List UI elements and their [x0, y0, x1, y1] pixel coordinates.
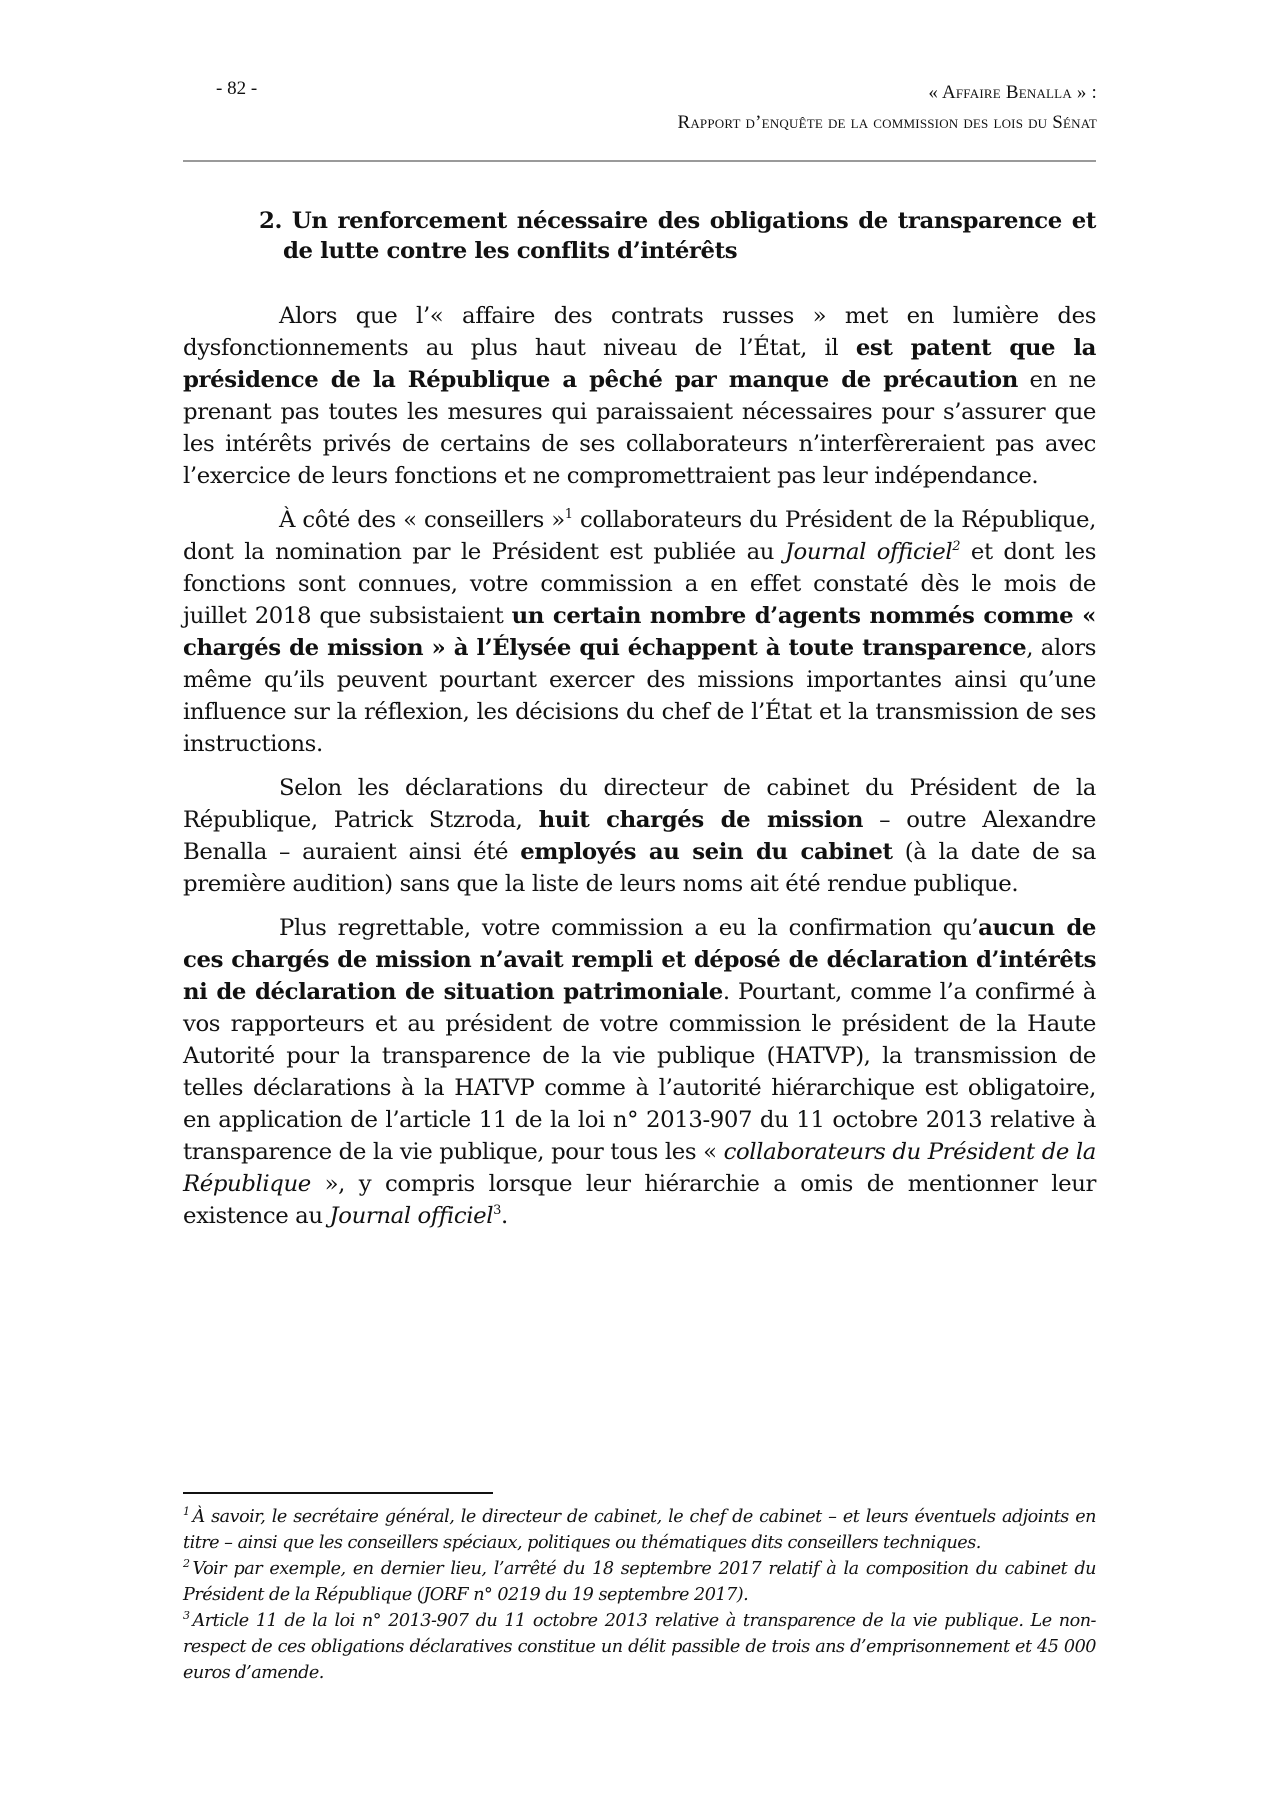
footnote-mark: 2 — [183, 1557, 190, 1570]
footnote-text: Article 11 de la loi n° 2013-907 du 11 octobre 2013 relative à transparence de la vie publique. Le non-respect de ces obligations déclaratives constitue un délit passible de trois ans d’emprisonnement et 45 000 euros d’amende. — [183, 1611, 1096, 1683]
paragraph-emphasis: un certain nombre d’agents nommés comme « chargés de mission » à l’Élysée qui échappent à toute transparence — [183, 603, 1096, 661]
paragraph-text: Alors que l’« affaire des contrats russes » met en lumière des dysfonctionnements au plus haut niveau de l’État, il — [183, 303, 1096, 361]
footnote-1 — [183, 1504, 1096, 1556]
footnote-3 — [183, 1608, 1096, 1686]
paragraph-text: en ne prenant pas toutes les mesures qui paraissaient nécessaires pour s’assurer que les intérêts privés de certains de ses collaborateurs n’interfèreraient pas avec l’exercice de leurs fonctions et ne compromettraient pas leur indépendance. — [183, 367, 1096, 489]
footnote-ref-1[interactable]: 1 — [564, 507, 573, 522]
paragraph-italic: Journal officiel — [784, 539, 953, 565]
paragraph-1 — [183, 300, 1096, 492]
running-header-subtitle: Rapport d’enquête de la commission des lois du Sénat — [677, 112, 1097, 133]
paragraph-emphasis: est patent que la présidence de la République a pêché par manque de précaution — [183, 335, 1096, 393]
footnote-mark: 1 — [183, 1505, 190, 1518]
paragraph-emphasis: aucun de ces chargés de mission n’avait rempli et déposé de déclaration d’intérêts ni de déclaration de situation patrimoniale — [183, 915, 1096, 1005]
paragraph-text: À côté des « conseillers » — [279, 507, 565, 533]
running-header-title: « Affaire Benalla » : — [928, 82, 1097, 103]
paragraph-text: », y compris lorsque leur hiérarchie a omis de mentionner leur existence au — [183, 1171, 1096, 1229]
footnote-ref-2[interactable]: 2 — [952, 539, 961, 554]
running-header — [677, 78, 1097, 138]
paragraph-text: Selon les déclarations du directeur de cabinet du Président de la République, Patrick Stzroda, — [183, 775, 1096, 833]
section-heading — [183, 206, 1096, 266]
footnote-2 — [183, 1556, 1096, 1608]
paragraph-italic: Journal officiel — [329, 1203, 494, 1229]
paragraph-text: Plus regrettable, votre commission a eu la confirmation qu’ — [279, 915, 979, 941]
paragraph-text: collaborateurs du Président de la République, dont la nomination par le Président est publiée au — [183, 507, 1096, 565]
footnote-mark: 3 — [183, 1609, 190, 1622]
page-number: - 82 - — [216, 78, 258, 99]
paragraph-emphasis: employés au sein du cabinet — [520, 839, 893, 865]
paragraph-text: – outre Alexandre Benalla – auraient ainsi été — [183, 807, 1096, 865]
footnote-divider — [183, 1492, 493, 1494]
paragraph-text: . Pourtant, comme l’a confirmé à vos rapporteurs et au président de votre commission le président de la Haute Autorité pour la transparence de la vie publique (HATVP), la transmission de telles déclarations à la HATVP comme à l’autorité hiérarchique est obligatoire, en application de l’article 11 de la loi n° 2013-907 du 11 octobre 2013 relative à transparence de la vie publique, pour tous les « — [183, 979, 1096, 1165]
paragraph-text: . — [500, 1203, 508, 1229]
footnote-text: À savoir, le secrétaire général, le directeur de cabinet, le chef de cabinet – et leurs éventuels adjoints en titre – ainsi que les conseillers spéciaux, politiques ou thématiques dits conseillers techniques. — [183, 1507, 1096, 1553]
footnote-text: Voir par exemple, en dernier lieu, l’arrêté du 18 septembre 2017 relatif à la composition du cabinet du Président de la République (JORF n° 0219 du 19 septembre 2017). — [183, 1559, 1096, 1605]
paragraph-2 — [183, 504, 1096, 760]
paragraph-4 — [183, 912, 1096, 1232]
paragraph-text: et dont les fonctions sont connues, votre commission a en effet constaté dès le mois de juillet 2018 que subsistaient — [183, 539, 1096, 629]
header-divider — [183, 160, 1096, 162]
paragraph-3 — [183, 772, 1096, 900]
paragraph-emphasis: huit chargés de mission — [538, 807, 864, 833]
paragraph-text: , alors même qu’ils peuvent pourtant exercer des missions importantes ainsi qu’une influence sur la réflexion, les décisions du chef de l’État et la transmission de ses instructions. — [183, 635, 1096, 757]
paragraph-text: (à la date de sa première audition) sans que la liste de leurs noms ait été rendue publique. — [183, 839, 1096, 897]
main-content — [183, 206, 1096, 1244]
paragraph-italic: collaborateurs du Président de la République — [183, 1139, 1096, 1197]
footnotes — [183, 1504, 1096, 1686]
footnote-ref-3[interactable]: 3 — [493, 1203, 501, 1218]
section-number: 2. — [259, 208, 282, 234]
section-title: Un renforcement nécessaire des obligations de transparence et de lutte contre les conflits d’intérêts — [283, 208, 1096, 264]
